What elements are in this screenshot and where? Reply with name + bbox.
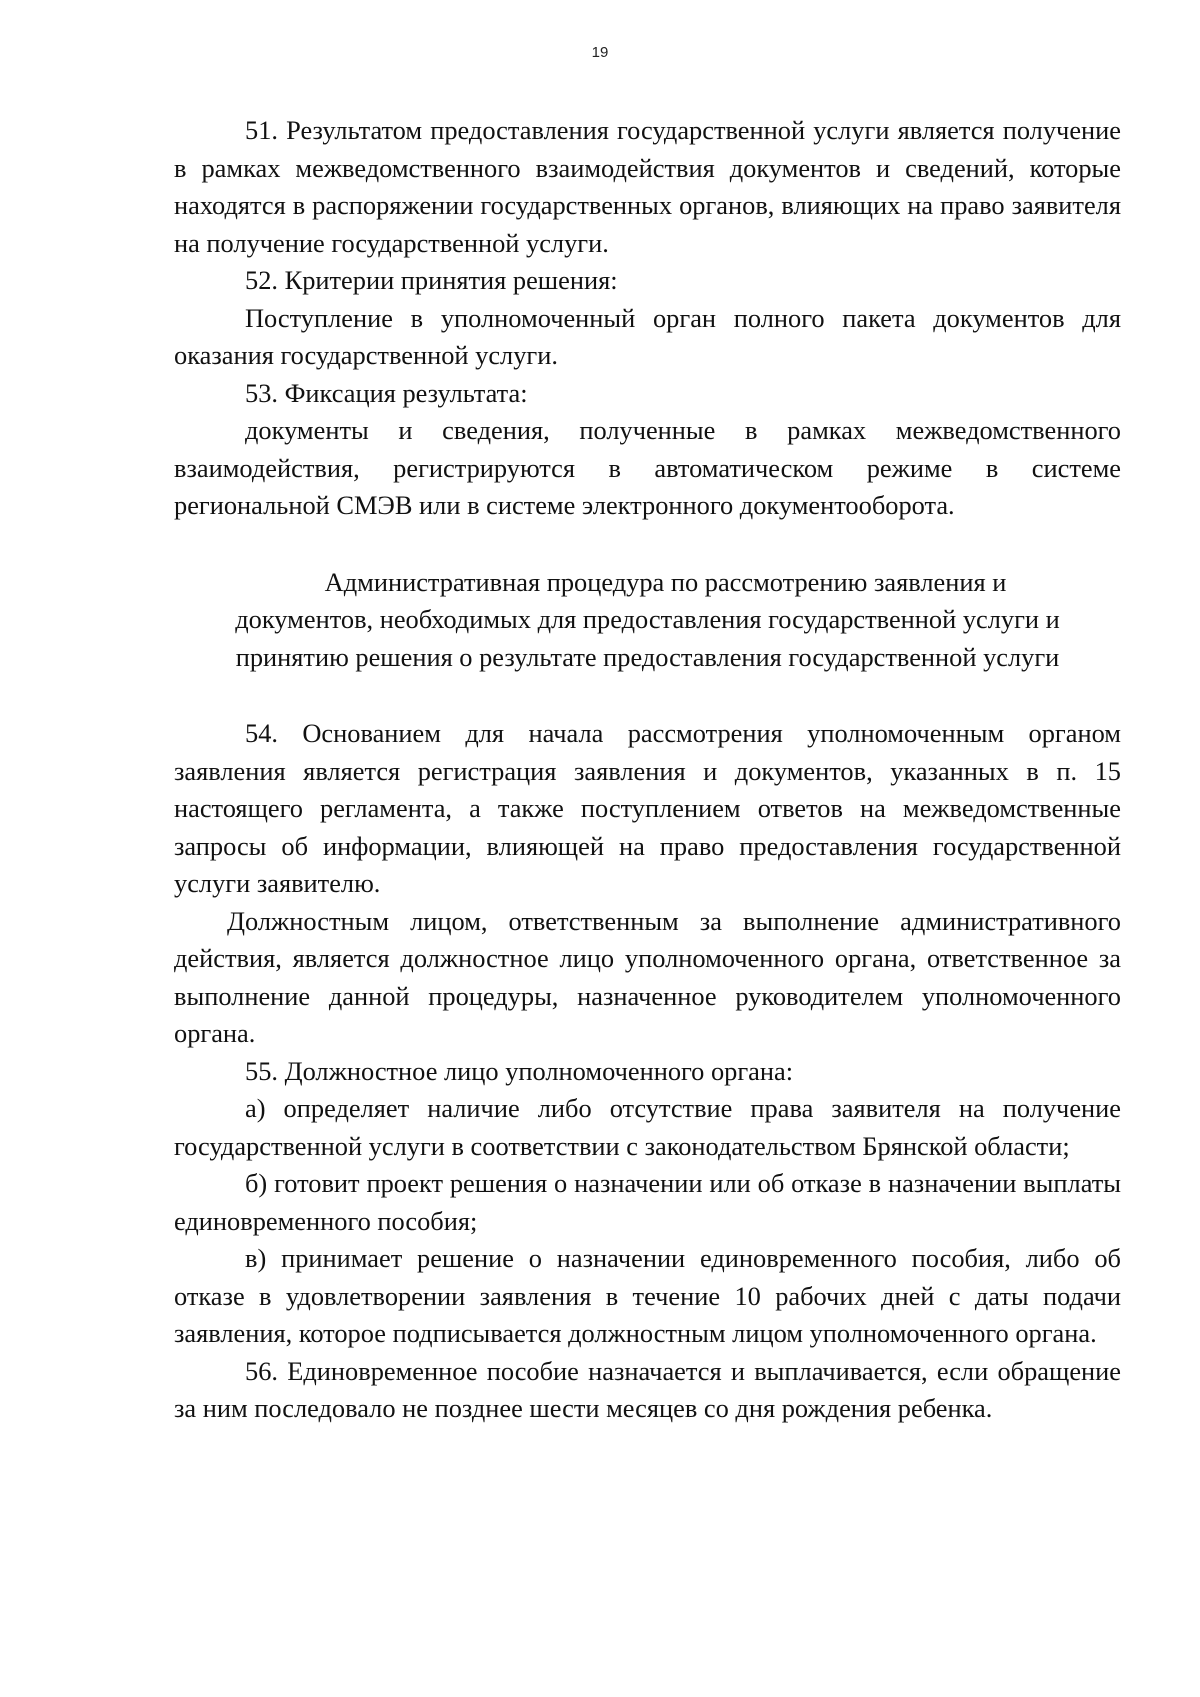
heading-line-1: Административная процедура по рассмотрению заявления и	[324, 566, 1007, 597]
document-body	[174, 112, 1121, 1428]
paragraph-55-b: б) готовит проект решения о назначении или об отказе в назначении выплаты единовременного пособия;	[174, 1168, 1121, 1236]
heading-line-3: принятию решения о результате предоставления государственной услуги	[235, 641, 1060, 672]
paragraph-51: 51. Результатом предоставления государственной услуги является получение в рамках межведомственного взаимодействия документов и сведений, которые находятся в распоряжении государственных органов, влияющих на право заявителя на получение государственной услуги.	[174, 115, 1121, 258]
page-number: 19	[591, 44, 609, 61]
paragraph-55-a: а) определяет наличие либо отсутствие права заявителя на получение государственной услуги в соответствии с законодательством Брянской области;	[174, 1093, 1121, 1161]
paragraph-54-official: Должностным лицом, ответственным за выполнение административного действия, является должностное лицо уполномоченного органа, ответственное за выполнение данной процедуры, назначенное руководителем уполномоченного органа.	[174, 905, 1121, 1048]
paragraph-52-text: Поступление в уполномоченный орган полного пакета документов для оказания государственной услуги.	[174, 302, 1121, 370]
paragraph-52: 52. Критерии принятия решения:	[245, 265, 618, 295]
paragraph-55-c: в) принимает решение о назначении единовременного пособия, либо об отказе в удовлетворении заявления в течение 10 рабочих дней с даты подачи заявления, которое подписывается должностным лицом уполномоченного органа.	[174, 1243, 1121, 1348]
paragraph-54: 54. Основанием для начала рассмотрения уполномоченным органом заявления является регистрация заявления и документов, указанных в п. 15 настоящего регламента, а также поступлением ответов на межведомственные запросы об информации, влияющей на право предоставления государственной услуги заявителю.	[174, 718, 1121, 898]
heading-line-2: документов, необходимых для предоставления государственной услуги и	[235, 604, 1060, 634]
paragraph-55: 55. Должностное лицо уполномоченного органа:	[245, 1055, 794, 1086]
paragraph-53: 53. Фиксация результата:	[245, 377, 528, 408]
paragraph-53-text: документы и сведения, полученные в рамках межведомственного взаимодействия, регистрируются в автоматическом режиме в системе региональной СМЭВ или в системе электронного документооборота.	[174, 415, 1121, 520]
section-heading	[174, 564, 1121, 677]
paragraph-56: 56. Единовременное пособие назначается и выплачивается, если обращение за ним последовало не позднее шести месяцев со дня рождения ребенка.	[174, 1355, 1121, 1423]
